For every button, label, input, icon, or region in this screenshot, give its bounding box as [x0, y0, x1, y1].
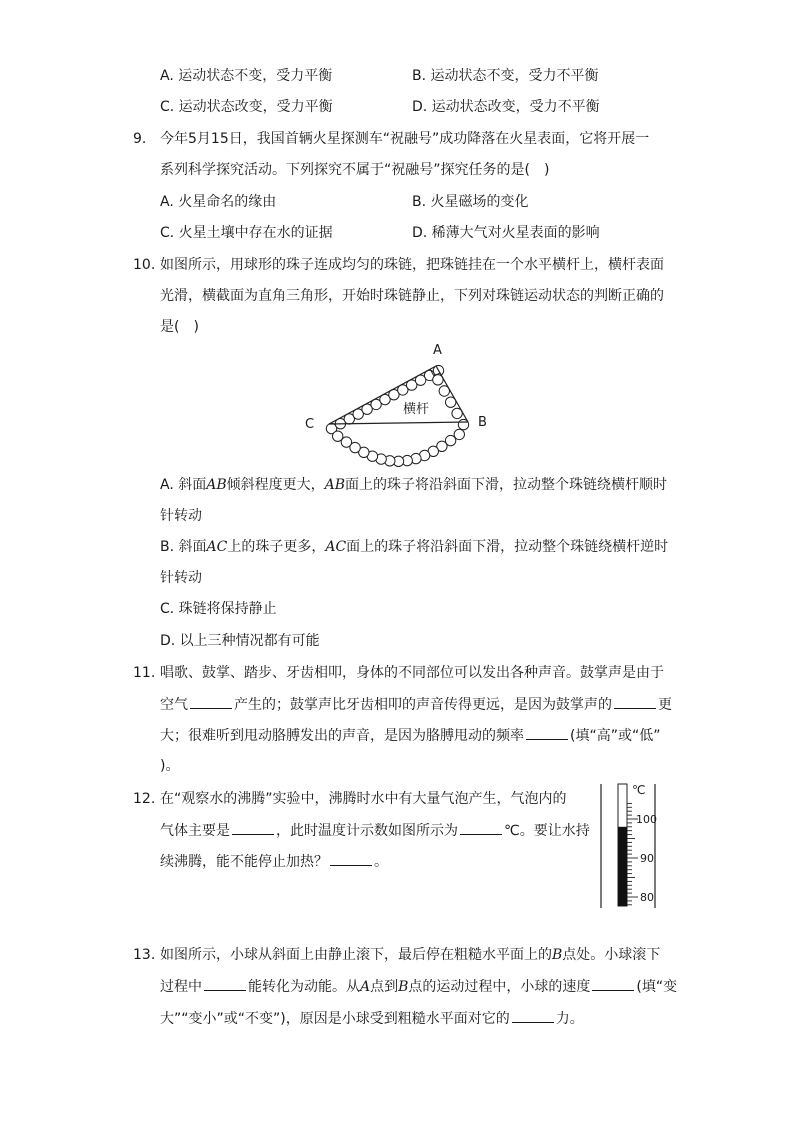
- bead-chain: [326, 365, 468, 466]
- q9-stem-line2: 系列科学探究活动。下列探究不属于“祝融号”探究任务的是( ): [160, 162, 550, 178]
- tick-label-90: 90: [640, 852, 654, 865]
- unit-label: ℃: [632, 783, 646, 797]
- q8-option-c: C. 运动状态改变，受力平衡: [160, 99, 333, 115]
- q9-option-b: B. 火星磁场的变化: [412, 194, 529, 210]
- q10-option-c: C. 珠链将保持静止: [160, 601, 277, 617]
- q10-number: 10.: [133, 257, 156, 273]
- q10-option-d: D. 以上三种情况都有可能: [160, 633, 320, 649]
- answer-blank[interactable]: [190, 695, 232, 709]
- q9-option-c: C. 火星土壤中存在水的证据: [160, 225, 333, 241]
- mercury-column: [618, 827, 627, 906]
- tick-label-80: 80: [640, 891, 654, 904]
- q9-option-a: A. 火星命名的缘由: [160, 194, 277, 210]
- q9-stem-line1: 今年5月15日，我国首辆火星探测车“祝融号”成功降落在火星表面，它将开展一: [160, 131, 650, 147]
- q12-number: 12.: [133, 791, 156, 807]
- q10-option-b-line2: 针转动: [160, 570, 202, 586]
- bead: [333, 431, 343, 441]
- q11-line2: 空气 产生的；鼓掌声比牙齿相叩的声音传得更远，是因为鼓掌声的 更: [160, 697, 672, 713]
- q11-line4: )。: [160, 758, 180, 774]
- label-b: B: [478, 415, 487, 430]
- answer-blank[interactable]: [204, 977, 246, 991]
- q10-option-a-line1: A. 斜面AB倾斜程度更大，AB面上的珠子将沿斜面下滑，拉动整个珠链绕横杆顺时: [160, 477, 668, 493]
- answer-blank[interactable]: [592, 977, 634, 991]
- q10-stem-line2: 光滑，横截面为直角三角形，开始时珠链静止，下列对珠链运动状态的判断正确的: [160, 288, 664, 304]
- q12-line2: 气体主要是 ，此时温度计示数如图所示为 ℃。要让水持: [160, 823, 590, 839]
- answer-blank[interactable]: [460, 821, 502, 835]
- q8-option-b: B. 运动状态不变，受力不平衡: [412, 68, 599, 84]
- q13-line3: 大”“变小”或“不变”)，原因是小球受到粗糙水平面对它的 力。: [160, 1011, 584, 1027]
- q13-line1: 如图所示，小球从斜面上由静止滚下，最后停在粗糙水平面上的B点处。小球滚下: [160, 947, 661, 963]
- tick-label-100: 100: [636, 813, 657, 826]
- q11-line1: 唱歌、鼓掌、踏步、牙齿相叩，身体的不同部位可以发出各种声音。鼓掌声是由于: [160, 665, 664, 681]
- q10-stem-line3: 是( ): [160, 319, 199, 335]
- thermometer-figure: [592, 780, 672, 915]
- label-c: C: [305, 417, 315, 432]
- q13-line2: 过程中 能转化为动能。从A点到B点的运动过程中，小球的速度 (填“变: [160, 979, 678, 995]
- label-a: A: [433, 343, 442, 358]
- q11-line3: 大；很难听到甩动胳膊发出的声音，是因为胳膊甩动的频率 (填“高”或“低”: [160, 728, 661, 744]
- q10-stem-line1: 如图所示，用球形的珠子连成均匀的珠链，把珠链挂在一个水平横杆上，横杆表面: [160, 257, 664, 273]
- answer-blank[interactable]: [232, 821, 274, 835]
- answer-blank[interactable]: [526, 726, 568, 740]
- q10-option-a-line2: 针转动: [160, 508, 202, 524]
- q8-option-a: A. 运动状态不变，受力平衡: [160, 68, 333, 84]
- q11-number: 11.: [133, 665, 156, 681]
- bar-label: 横杆: [403, 402, 430, 417]
- q9-number: 9.: [133, 131, 147, 147]
- q12-line1: 在“观察水的沸腾”实验中，沸腾时水中有大量气泡产生，气泡内的: [160, 791, 567, 807]
- bead-chain-figure: [300, 338, 500, 468]
- answer-blank[interactable]: [330, 852, 372, 866]
- q10-option-b-line1: B. 斜面AC上的珠子更多，AC面上的珠子将沿斜面下滑，拉动整个珠链绕横杆逆时: [160, 539, 669, 555]
- q13-number: 13.: [133, 947, 156, 963]
- q9-option-d: D. 稀薄大气对火星表面的影响: [412, 225, 600, 241]
- answer-blank[interactable]: [614, 695, 656, 709]
- answer-blank[interactable]: [512, 1009, 554, 1023]
- q8-option-d: D. 运动状态改变，受力不平衡: [412, 99, 600, 115]
- q12-line3: 续沸腾，能不能停止加热？ 。: [160, 854, 388, 870]
